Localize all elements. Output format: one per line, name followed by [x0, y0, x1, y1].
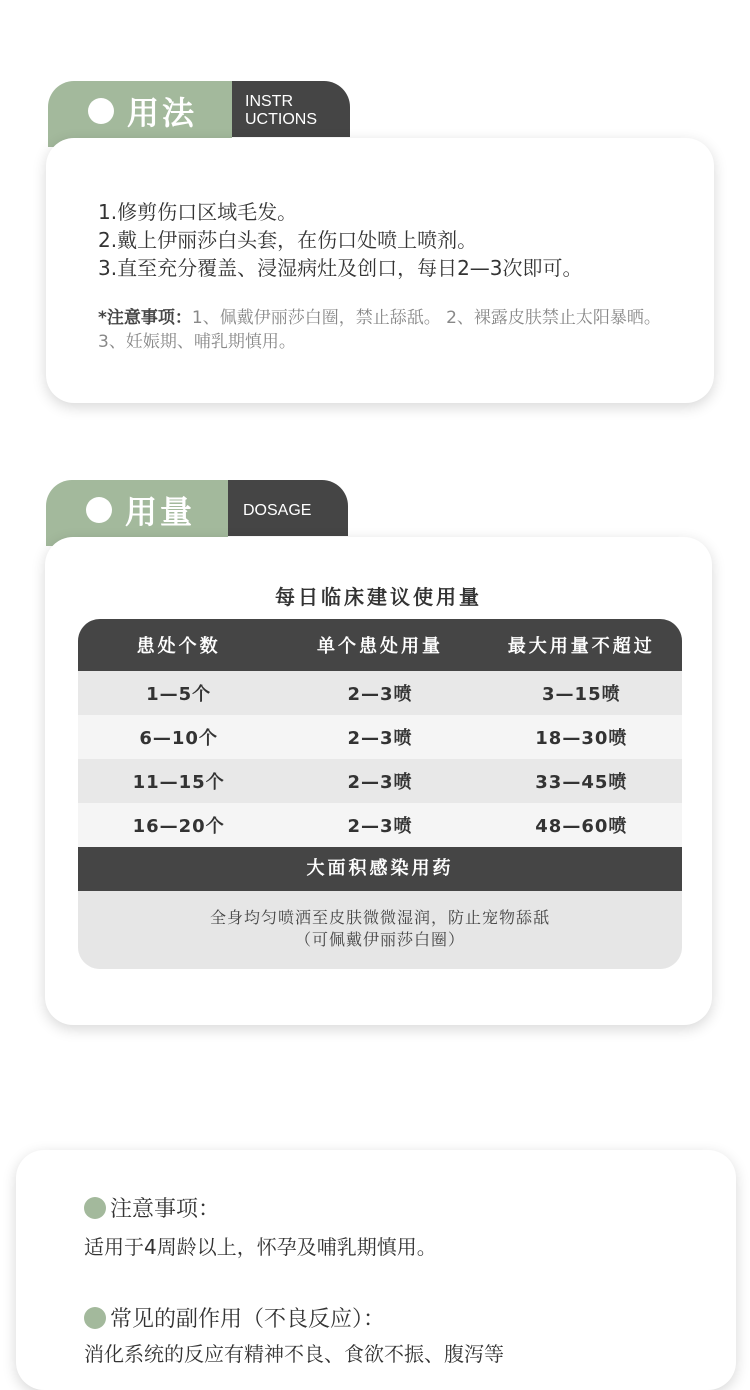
table-cell: 2—3喷 [347, 684, 413, 705]
table-header-cell: 单个患处用量 [316, 636, 443, 657]
table-cell: 48—60喷 [535, 816, 628, 837]
table-row [78, 715, 682, 759]
notices-card [16, 1150, 736, 1390]
table-header-row [78, 619, 682, 671]
notice-text-1: 适用于4周龄以上，怀孕及哺乳期慎用。 [84, 1235, 437, 1259]
dosage-title: 用量 [125, 493, 196, 531]
table-row [78, 803, 682, 847]
instructions-note [98, 306, 678, 354]
table-cell: 3—15喷 [542, 684, 621, 705]
large-area-line-2: （可佩戴伊丽莎白圈） [294, 930, 465, 949]
table-header-cell: 患处个数 [136, 636, 221, 657]
instruction-step-1: 1.修剪伤口区域毛发。 [98, 200, 298, 224]
table-cell: 33—45喷 [535, 772, 628, 793]
notice-heading-1 [84, 1192, 220, 1223]
table-cell: 6—10个 [139, 728, 218, 749]
large-area-description [78, 891, 682, 969]
instructions-subtitle-1: INSTR [245, 93, 293, 110]
green-dot-icon [84, 1197, 106, 1219]
large-area-line-1: 全身均匀喷洒至皮肤微微湿润，防止宠物舔舐 [209, 908, 550, 927]
bullet-dot-icon [88, 98, 114, 124]
table-cell: 11—15个 [132, 772, 225, 793]
large-area-heading: 大面积感染用药 [78, 847, 682, 891]
table-cell: 1—5个 [146, 684, 212, 705]
bullet-dot-icon [86, 497, 112, 523]
instructions-card [46, 138, 714, 403]
notice-heading-2-text: 常见的副作用（不良反应）： [110, 1307, 386, 1332]
table-row [78, 671, 682, 715]
green-dot-icon [84, 1307, 106, 1329]
note-text: 1、佩戴伊丽莎白圈，禁止舔舐。 2、裸露皮肤禁止太阳暴晒。3、妊娠期、哺乳期慎用。 [98, 308, 661, 352]
notice-heading-2 [84, 1302, 385, 1333]
table-cell: 2—3喷 [347, 728, 413, 749]
dosage-table-title: 每日临床建议使用量 [275, 585, 482, 609]
table-cell: 18—30喷 [535, 728, 628, 749]
instructions-subtitle-2: UCTIONS [245, 111, 317, 128]
dosage-subtitle: DOSAGE [243, 502, 312, 519]
notice-text-2: 消化系统的反应有精神不良、食欲不振、腹泻等 [84, 1342, 504, 1366]
notice-heading-1-text: 注意事项： [110, 1197, 221, 1222]
dosage-table [78, 619, 682, 969]
instruction-step-3: 3.直至充分覆盖、浸湿病灶及创口，每日2—3次即可。 [98, 256, 583, 280]
table-cell: 2—3喷 [347, 816, 413, 837]
note-label: *注意事项： [98, 308, 192, 328]
table-cell: 2—3喷 [347, 772, 413, 793]
table-cell: 16—20个 [132, 816, 225, 837]
dosage-card [45, 537, 712, 1025]
instructions-title: 用法 [127, 94, 198, 132]
table-row [78, 759, 682, 803]
instruction-step-2: 2.戴上伊丽莎白头套，在伤口处喷上喷剂。 [98, 228, 478, 252]
table-header-cell: 最大用量不超过 [507, 636, 655, 657]
